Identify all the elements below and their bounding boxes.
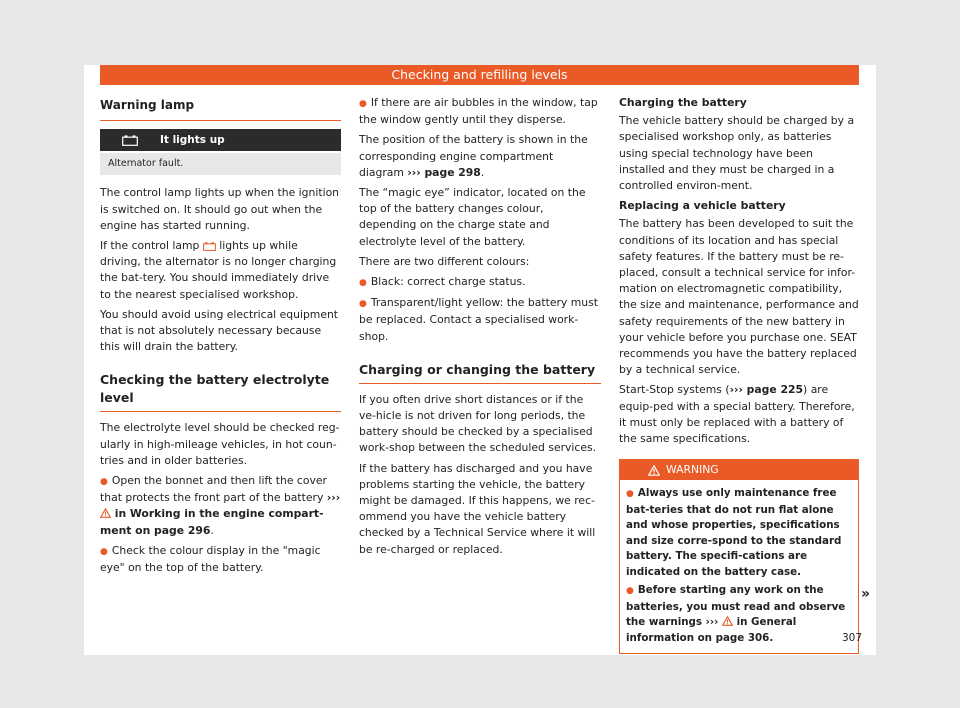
- warning-triangle-icon: [722, 616, 733, 626]
- list-item: ● Check the colour display in the "magic eye" on the top of the battery.: [100, 543, 321, 575]
- paragraph: The position of the battery is shown in the corresponding engine compartment diagram ››› page 298.: [359, 133, 588, 179]
- paragraph: Start-Stop systems (››› page 225) are equip-ped with a special battery. Therefore, it must only be replaced with a battery of the same specifications.: [619, 383, 855, 446]
- paragraph: The control lamp lights up when the ignition is switched on. It should go out when the engine has started running.: [100, 186, 340, 232]
- list-item: ● If there are air bubbles in the window, tap the window gently until they disperse.: [359, 96, 598, 127]
- cross-reference[interactable]: ››› in Working in the engine compart-ment on page 296: [100, 491, 341, 537]
- section-title-charging: Charging or changing the battery: [359, 361, 601, 384]
- list-item: ● Black: correct charge status.: [359, 275, 526, 289]
- battery-icon: [203, 242, 216, 251]
- paragraph: The electrolyte level should be checked reg-ularly in high-mileage vehicles, in hot coun-tries and in older batteries.: [100, 421, 340, 467]
- column-3: [619, 95, 859, 654]
- bullet-icon: ●: [100, 477, 108, 488]
- warning-title: WARNING: [666, 463, 719, 477]
- bullet-icon: ●: [359, 278, 367, 289]
- warning-box: [619, 459, 859, 654]
- paragraph: If the control lamp lights up while driving, the alternator is no longer charging the bat-tery. You should immediately drive to the nearest specialised workshop.: [100, 239, 337, 301]
- subheading-replacing: Replacing a vehicle battery: [619, 199, 786, 213]
- warning-lamp-bar: [100, 129, 341, 151]
- section-title-warning-lamp: Warning lamp: [100, 97, 341, 121]
- bullet-icon: ●: [100, 546, 108, 557]
- warning-triangle-icon: [100, 508, 111, 518]
- page-header: Checking and refilling levels: [100, 65, 859, 85]
- page-link[interactable]: ››› page 298: [407, 165, 481, 179]
- lamp-description: Alternator fault.: [100, 153, 341, 175]
- bullet-icon: ●: [626, 489, 634, 500]
- column-1: [100, 95, 341, 580]
- lamp-label: It lights up: [160, 134, 225, 147]
- paragraph: If the battery has discharged and you have problems starting the vehicle, the battery might be damaged. If this happens, we rec-ommend you have the vehicle battery checked by a Technical Service where it will be re-charged or replaced.: [359, 461, 596, 556]
- warning-triangle-icon: [648, 465, 660, 476]
- subheading-charging: Charging the battery: [619, 96, 747, 109]
- battery-icon: [122, 135, 138, 146]
- paragraph: You should avoid using electrical equipment that is not absolutely necessary because this will drain the battery.: [100, 307, 339, 354]
- continue-mark: »: [861, 586, 871, 602]
- list-item: ● Always use only maintenance free bat-teries that do not run flat alone and whose properties, specifications and size corre-spond to the standard battery. The specifi-cations are indicated on the battery case.: [626, 487, 842, 578]
- column-2: [359, 95, 601, 562]
- list-item: ● Transparent/light yellow: the battery must be replaced. Contact a specialised work-shop.: [359, 296, 598, 343]
- list-item: ● Open the bonnet and then lift the cover that protects the front part of the battery ››› in Working in the engine compart-ment on page 296.: [100, 474, 341, 537]
- section-title-electrolyte: Checking the battery electrolyte level: [100, 371, 341, 412]
- paragraph: The vehicle battery should be charged by a specialised workshop only, as batteries using special technology have been installed and they must be charged in a controlled environ-ment.: [619, 114, 855, 193]
- list-item: ● Before starting any work on the batteries, you must read and observe the warnings ››› in General information on page 306.: [626, 584, 846, 644]
- paragraph: The “magic eye” indicator, located on the top of the battery changes colour, depending on the charge state and electrolyte level of the battery.: [359, 186, 586, 248]
- warning-body: [620, 480, 858, 653]
- bullet-icon: ●: [626, 586, 634, 597]
- paragraph: If you often drive short distances or if the ve-hicle is not driven for long periods, the battery should be checked by a specialised work-shop between the scheduled services.: [359, 392, 597, 455]
- paragraph: There are two different colours:: [359, 254, 530, 268]
- bullet-icon: ●: [359, 299, 367, 310]
- page-link[interactable]: ››› page 225: [729, 383, 804, 397]
- page-number: 307: [842, 632, 863, 644]
- cross-reference[interactable]: ››› in General information on page 306: [626, 616, 797, 644]
- warning-header: [620, 460, 858, 480]
- paragraph: The battery has been developed to suit the conditions of its location and has special safety features. If the battery must be re-placed, consult a technical service for infor-mation on electromagnetic compatibility, the size and maintenance, performance and safety requirements of the new battery in your vehicle before you purchase one. SEAT recommends you have the battery replaced by a technical service.: [619, 217, 859, 377]
- bullet-icon: ●: [359, 99, 367, 109]
